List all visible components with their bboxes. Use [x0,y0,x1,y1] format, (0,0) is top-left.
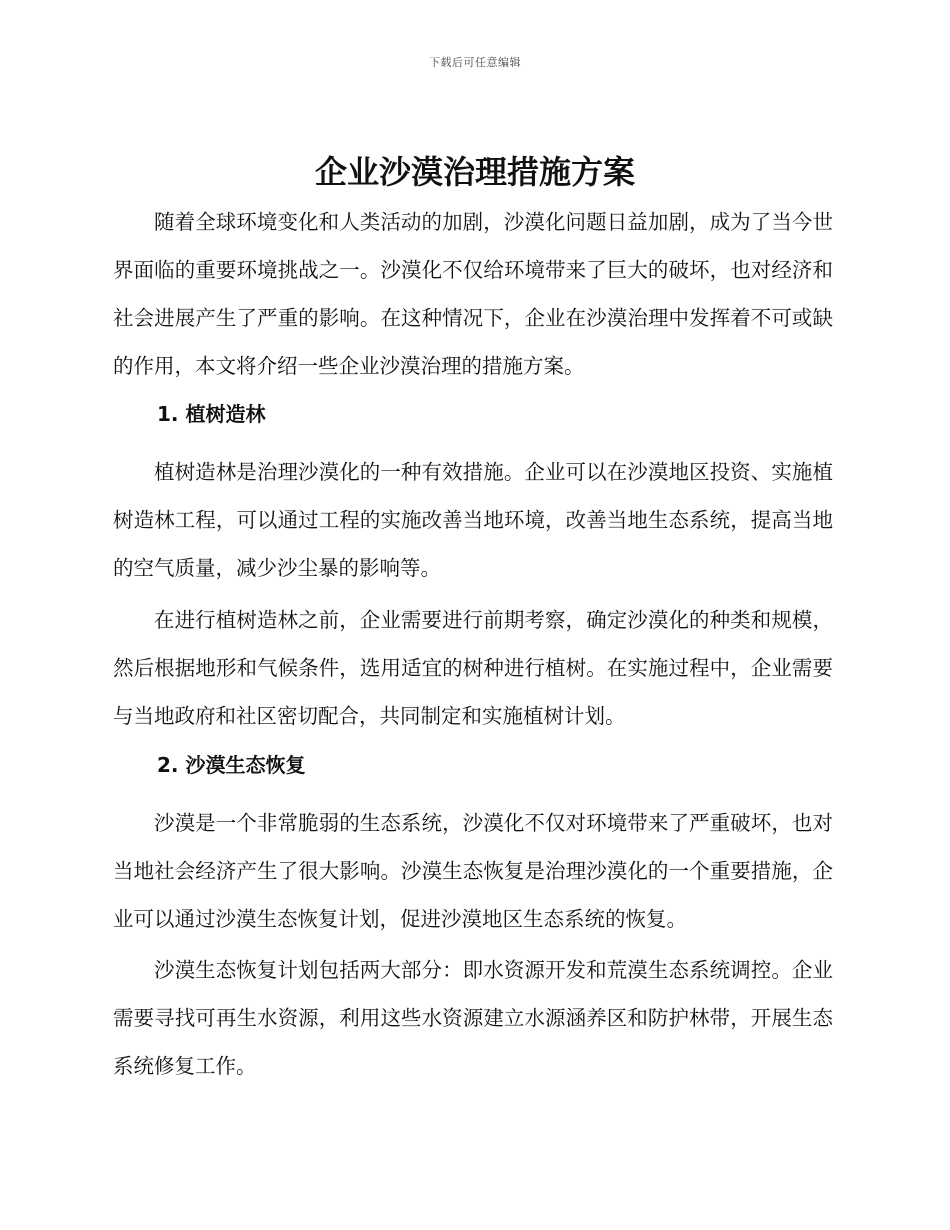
intro-paragraph: 随着全球环境变化和人类活动的加剧，沙漠化问题日益加剧，成为了当今世界面临的重要环境挑战之一。沙漠化不仅给环境带来了巨大的破坏，也对经济和社会进展产生了严重的影响。在这种情况下，企业在沙漠治理中发挥着不可或缺的作用，本文将介绍一些企业沙漠治理的措施方案。 [113,210,833,378]
section-heading-ecology-restoration: 2. 沙漠生态恢复 [157,753,306,777]
tree-planting-paragraph-1: 植树造林是治理沙漠化的一种有效措施。企业可以在沙漠地区投资、实施植树造林工程，可以通过工程的实施改善当地环境，改善当地生态系统，提高当地的空气质量，减少沙尘暴的影响等。 [113,460,833,580]
header-note: 下载后可任意编辑 [429,56,521,69]
ecology-restoration-paragraph-2: 沙漠生态恢复计划包括两大部分：即水资源开发和荒漠生态系统调控。企业需要寻找可再生水资源，利用这些水资源建立水源涵养区和防护林带，开展生态系统修复工作。 [113,958,833,1078]
tree-planting-paragraph-2: 在进行植树造林之前，企业需要进行前期考察，确定沙漠化的种类和规模，然后根据地形和气候条件，选用适宜的树种进行植树。在实施过程中，企业需要与当地政府和社区密切配合，共同制定和实施植树计划。 [113,608,833,728]
ecology-restoration-paragraph-1: 沙漠是一个非常脆弱的生态系统，沙漠化不仅对环境带来了严重破坏，也对当地社会经济产生了很大影响。沙漠生态恢复是治理沙漠化的一个重要措施，企业可以通过沙漠生态恢复计划，促进沙漠地区生态系统的恢复。 [113,811,833,931]
section-heading-tree-planting: 1. 植树造林 [157,402,266,426]
page-title: 企业沙漠治理措施方案 [314,153,635,191]
